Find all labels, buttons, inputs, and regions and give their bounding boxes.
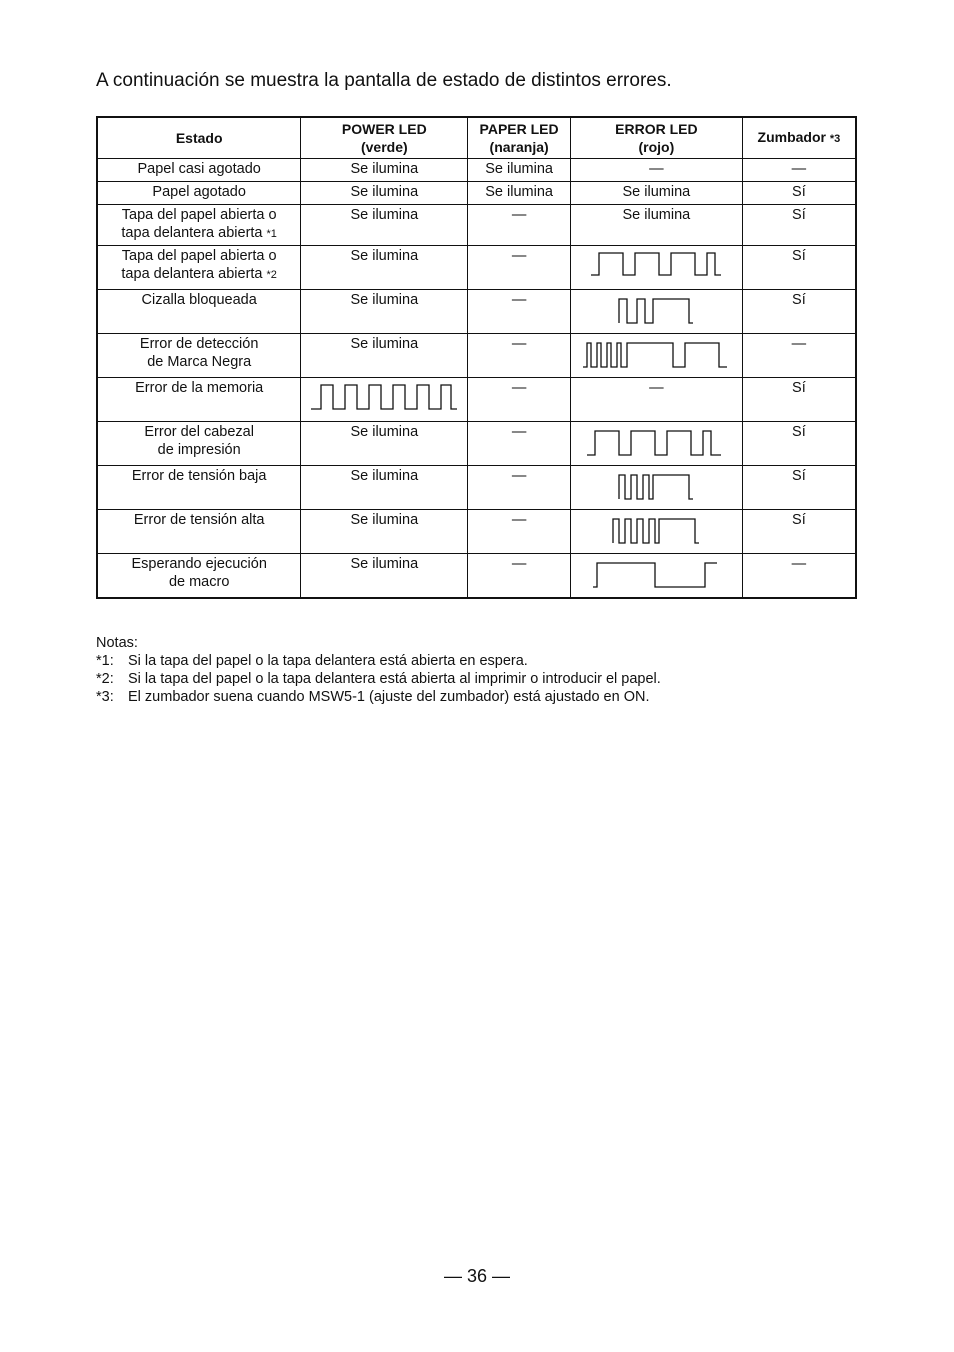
table-row: [97, 378, 856, 422]
power-led-cell: Se ilumina: [301, 159, 468, 182]
estado-cell: Tapa del papel abierta o tapa delantera abierta *2: [97, 246, 301, 290]
header-error-led: ERROR LED (rojo): [570, 117, 742, 159]
power-led-cell: Se ilumina: [301, 466, 468, 510]
error-led-cell: Se ilumina: [570, 182, 742, 205]
note-item: *2: Si la tapa del papel o la tapa delantera está abierta al imprimir o introducir el papel.: [96, 671, 661, 687]
power-led-blink-pattern: [301, 378, 468, 422]
zumbador-cell: Sí: [742, 422, 856, 466]
page-number: — 36 —: [443, 1266, 511, 1286]
blink-pattern-icon: [589, 247, 723, 287]
error-led-blink-pattern: [570, 554, 742, 599]
paper-led-cell: —: [468, 422, 571, 466]
zumbador-cell: —: [742, 334, 856, 378]
power-led-cell: Se ilumina: [301, 246, 468, 290]
note-item: *3: El zumbador suena cuando MSW5-1 (ajuste del zumbador) está ajustado en ON.: [96, 689, 650, 705]
estado-cell: Error de tensión baja: [97, 466, 301, 510]
estado-cell: Cizalla bloqueada: [97, 290, 301, 334]
error-led-cell: Se ilumina: [570, 205, 742, 246]
estado-cell: Error de la memoria: [97, 378, 301, 422]
power-led-cell: Se ilumina: [301, 205, 468, 246]
table-row: [97, 290, 856, 334]
error-led-cell: —: [570, 159, 742, 182]
paper-led-cell: —: [468, 334, 571, 378]
paper-led-cell: —: [468, 290, 571, 334]
error-led-cell: —: [570, 378, 742, 422]
paper-led-cell: —: [468, 554, 571, 599]
paper-led-cell: Se ilumina: [468, 159, 571, 182]
estado-cell: Papel casi agotado: [97, 159, 301, 182]
paper-led-cell: —: [468, 246, 571, 290]
zumbador-cell: Sí: [742, 290, 856, 334]
error-status-table: [96, 116, 857, 599]
zumbador-cell: —: [742, 554, 856, 599]
table-row: [97, 466, 856, 510]
paper-led-cell: —: [468, 510, 571, 554]
estado-cell: Error de detección de Marca Negra: [97, 334, 301, 378]
paper-led-cell: —: [468, 466, 571, 510]
error-led-blink-pattern: [570, 290, 742, 334]
blink-pattern-icon: [309, 379, 459, 419]
intro-text: A continuación se muestra la pantalla de estado de distintos errores.: [96, 70, 672, 91]
table-row: [97, 510, 856, 554]
zumbador-cell: Sí: [742, 510, 856, 554]
power-led-cell: Se ilumina: [301, 554, 468, 599]
zumbador-cell: Sí: [742, 466, 856, 510]
power-led-cell: Se ilumina: [301, 422, 468, 466]
header-paper-led: PAPER LED (naranja): [468, 117, 571, 159]
zumbador-cell: Sí: [742, 205, 856, 246]
table-row: [97, 182, 856, 205]
blink-pattern-icon: [589, 555, 723, 595]
estado-cell: Error del cabezal de impresión: [97, 422, 301, 466]
zumbador-cell: Sí: [742, 246, 856, 290]
table-row: [97, 159, 856, 182]
table-header-row: [97, 117, 856, 159]
zumbador-cell: —: [742, 159, 856, 182]
blink-pattern-icon: [585, 423, 727, 463]
notes-section: [96, 634, 661, 706]
notes-title: Notas:: [96, 635, 138, 651]
error-led-blink-pattern: [570, 510, 742, 554]
estado-cell: Esperando ejecución de macro: [97, 554, 301, 599]
power-led-cell: Se ilumina: [301, 290, 468, 334]
blink-pattern-icon: [589, 467, 723, 507]
power-led-cell: Se ilumina: [301, 334, 468, 378]
header-power-led: POWER LED (verde): [301, 117, 468, 159]
header-estado: Estado: [97, 117, 301, 159]
error-led-blink-pattern: [570, 422, 742, 466]
header-zumbador: Zumbador *3: [742, 117, 856, 159]
error-led-blink-pattern: [570, 334, 742, 378]
error-led-blink-pattern: [570, 466, 742, 510]
estado-cell: Error de tensión alta: [97, 510, 301, 554]
blink-pattern-icon: [589, 291, 723, 331]
estado-cell: Tapa del papel abierta o tapa delantera abierta *1: [97, 205, 301, 246]
table-row: [97, 205, 856, 246]
table-row: [97, 246, 856, 290]
power-led-cell: Se ilumina: [301, 510, 468, 554]
zumbador-cell: Sí: [742, 182, 856, 205]
table-row: [97, 422, 856, 466]
zumbador-cell: Sí: [742, 378, 856, 422]
error-led-blink-pattern: [570, 246, 742, 290]
blink-pattern-icon: [581, 335, 731, 375]
table-row: [97, 554, 856, 599]
blink-pattern-icon: [589, 511, 723, 551]
note-item: *1: Si la tapa del papel o la tapa delantera está abierta en espera.: [96, 653, 528, 669]
table-row: [97, 334, 856, 378]
paper-led-cell: Se ilumina: [468, 182, 571, 205]
estado-cell: Papel agotado: [97, 182, 301, 205]
power-led-cell: Se ilumina: [301, 182, 468, 205]
paper-led-cell: —: [468, 205, 571, 246]
paper-led-cell: —: [468, 378, 571, 422]
